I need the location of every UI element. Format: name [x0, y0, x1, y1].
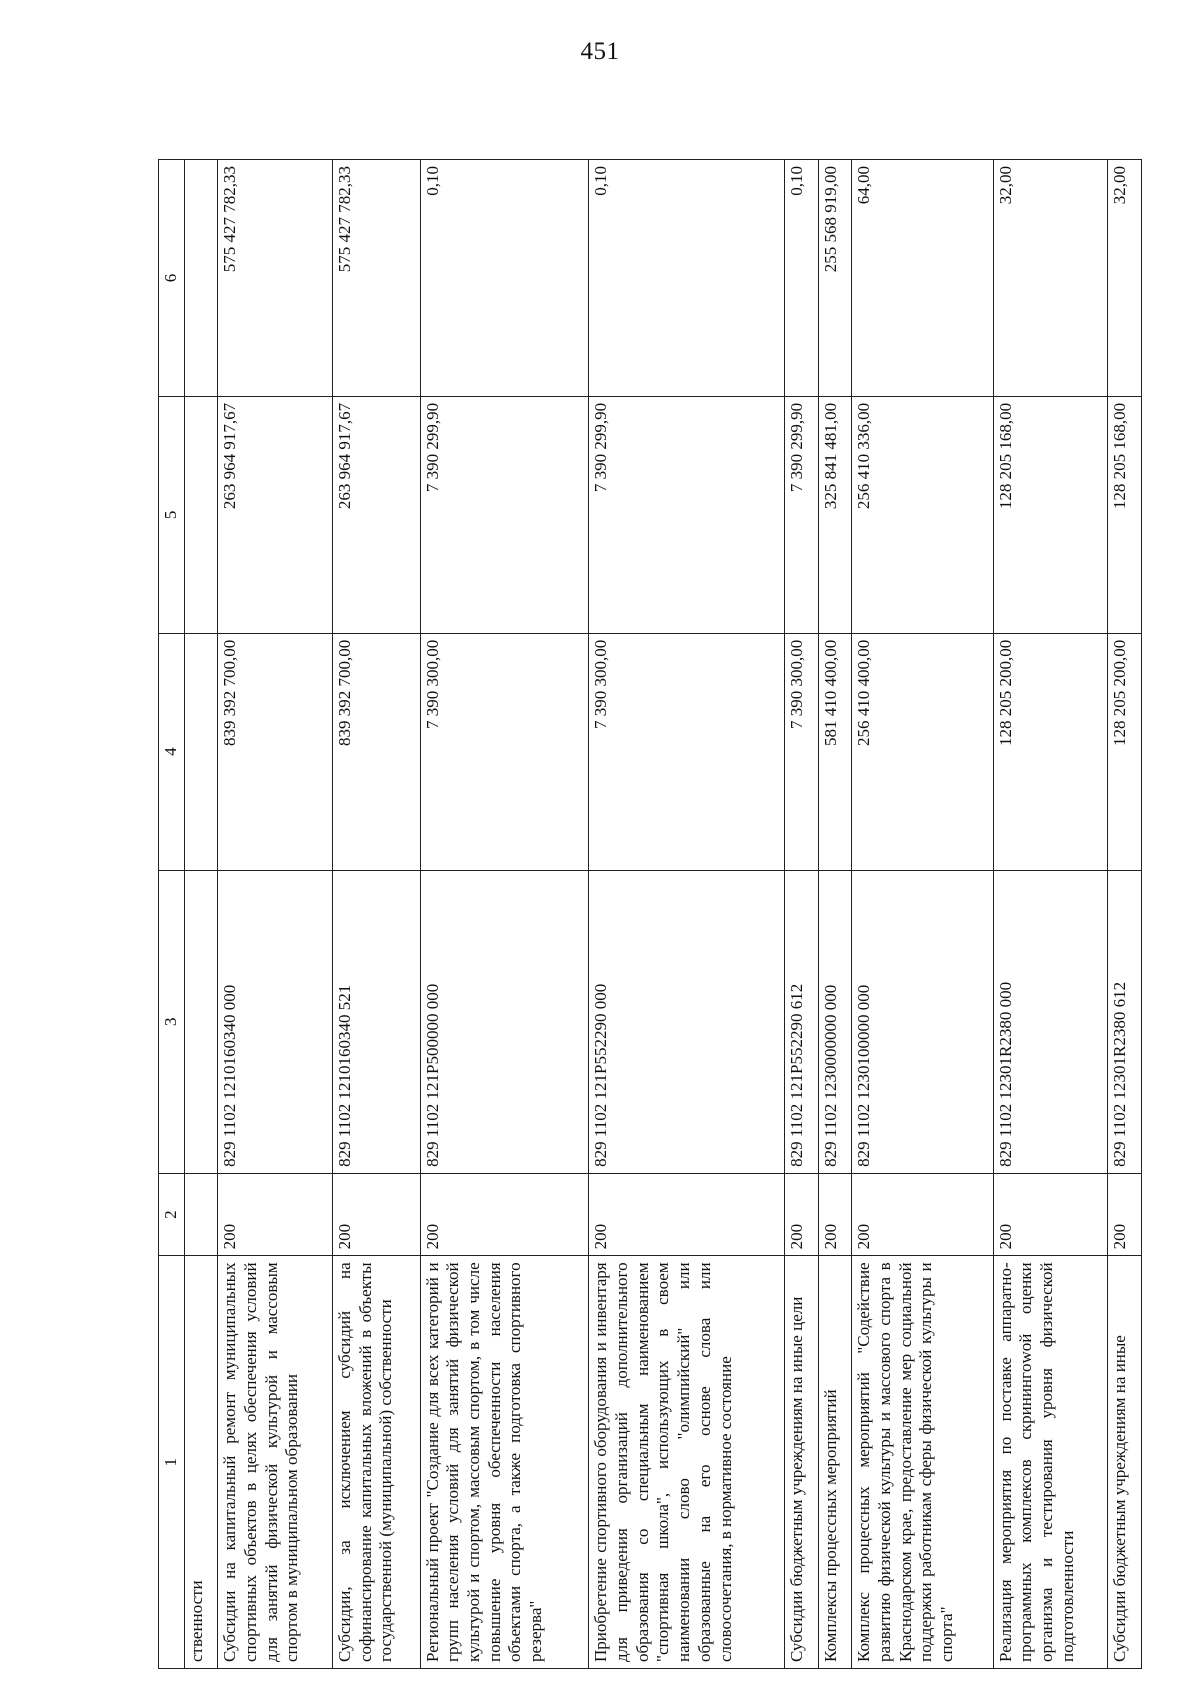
- table-body: [184, 160, 1141, 1669]
- cell-name: Региональный проект "Создание для всех категорий и групп населения условий для занятий физической культурой и спортом, массовым спортом, в том числе повышение уровня обеспеченности населения объектами спорта, а также подготовка спортивного резерва": [420, 1256, 589, 1669]
- cell-col-5: 7 390 299,90: [784, 396, 818, 633]
- cell-kbk: 829 1102 121P552290 612: [784, 870, 818, 1173]
- cell-col-4: 256 410 400,00: [852, 633, 994, 870]
- cell-col-4: 7 390 300,00: [784, 633, 818, 870]
- cell-name: Реализация мероприятия по поставке аппаратно-программных комплексов скринингowой оценки организма и тестирования уровня физической подготовленности: [993, 1256, 1108, 1669]
- cell-col-5: 7 390 299,90: [420, 396, 589, 633]
- cell-col-5: 128 205 168,00: [993, 396, 1108, 633]
- cell-col-6: 0,10: [589, 160, 785, 397]
- cell-col-6: 32,00: [993, 160, 1108, 397]
- cell-name: ственности: [184, 1256, 218, 1669]
- cell-col-6: 64,00: [852, 160, 994, 397]
- cell-name: Субсидии бюджетным учреждениям на иные цели: [784, 1256, 818, 1669]
- cell-col-5: [184, 396, 218, 633]
- cell-col-6: 575 427 782,33: [218, 160, 333, 397]
- cell-col-4: 581 410 400,00: [818, 633, 852, 870]
- table-row: [852, 160, 994, 1669]
- table-row: [218, 160, 333, 1669]
- table-row: [1108, 160, 1142, 1669]
- header-col-1: 1: [159, 1256, 185, 1669]
- header-col-4: 4: [159, 633, 185, 870]
- cell-code: 200: [589, 1173, 785, 1256]
- cell-code: [184, 1173, 218, 1256]
- cell-col-6: 0,10: [784, 160, 818, 397]
- cell-kbk: 829 1102 1230100000 000: [852, 870, 994, 1173]
- cell-kbk: 829 1102 12301R2380 612: [1108, 870, 1142, 1173]
- cell-col-5: 263 964 917,67: [332, 396, 420, 633]
- cell-col-6: 0,10: [420, 160, 589, 397]
- table-row: [818, 160, 852, 1669]
- cell-col-5: 256 410 336,00: [852, 396, 994, 633]
- cell-col-4: 128 205 200,00: [1108, 633, 1142, 870]
- cell-code: 200: [420, 1173, 589, 1256]
- cell-kbk: [184, 870, 218, 1173]
- cell-name: Субсидии, за исключением субсидий на софинансирование капитальных вложений в объекты государственной (муниципальной) собственности: [332, 1256, 420, 1669]
- budget-table: [158, 159, 1142, 1669]
- cell-code: 200: [218, 1173, 333, 1256]
- cell-kbk: 829 1102 121P500000 000: [420, 870, 589, 1173]
- cell-code: 200: [332, 1173, 420, 1256]
- table-row: [589, 160, 785, 1669]
- cell-kbk: 829 1102 1230000000 000: [818, 870, 852, 1173]
- cell-col-4: 7 390 300,00: [420, 633, 589, 870]
- cell-col-4: [184, 633, 218, 870]
- cell-code: 200: [852, 1173, 994, 1256]
- cell-name: Комплекс процессных мероприятий "Содействие развитию физической культуры и массового спорта в Краснодарском крае, предоставление мер социальной поддержки работникам сферы физической культуры и спорта": [852, 1256, 994, 1669]
- cell-col-4: 839 392 700,00: [218, 633, 333, 870]
- cell-code: 200: [818, 1173, 852, 1256]
- header-col-3: 3: [159, 870, 185, 1173]
- cell-name: Приобретение спортивного оборудования и инвентаря для приведения организаций дополнительного образования со специальным наименованием "спортивная школа", использующих в своем наименовании слово "олимпийский" или образованные на его основе слова или словосочетания, в нормативное состояние: [589, 1256, 785, 1669]
- table-row: [420, 160, 589, 1669]
- cell-col-6: 575 427 782,33: [332, 160, 420, 397]
- cell-col-4: 128 205 200,00: [993, 633, 1108, 870]
- cell-kbk: 829 1102 12301R2380 000: [993, 870, 1108, 1173]
- budget-table-rotated: [158, 159, 1142, 1669]
- header-row: [159, 160, 185, 1669]
- cell-col-5: 263 964 917,67: [218, 396, 333, 633]
- cell-code: 200: [784, 1173, 818, 1256]
- header-col-2: 2: [159, 1173, 185, 1256]
- cell-name: Комплексы процессных мероприятий: [818, 1256, 852, 1669]
- page-number: 451: [580, 38, 620, 65]
- table-row: [332, 160, 420, 1669]
- cell-kbk: 829 1102 1210160340 000: [218, 870, 333, 1173]
- cell-col-6: 255 568 919,00: [818, 160, 852, 397]
- cell-col-5: 128 205 168,00: [1108, 396, 1142, 633]
- cell-col-5: 325 841 481,00: [818, 396, 852, 633]
- table-row: [184, 160, 218, 1669]
- header-col-6: 6: [159, 160, 185, 397]
- cell-col-6: 32,00: [1108, 160, 1142, 397]
- cell-name: Субсидии на капитальный ремонт муниципальных спортивных объектов в целях обеспечения условий для занятий физической культурой и массовым спортом в муниципальном образовании: [218, 1256, 333, 1669]
- cell-col-4: 839 392 700,00: [332, 633, 420, 870]
- cell-col-5: 7 390 299,90: [589, 396, 785, 633]
- header-col-5: 5: [159, 396, 185, 633]
- cell-name: Субсидии бюджетным учреждениям на иные: [1108, 1256, 1142, 1669]
- cell-col-4: 7 390 300,00: [589, 633, 785, 870]
- cell-code: 200: [1108, 1173, 1142, 1256]
- cell-kbk: 829 1102 1210160340 521: [332, 870, 420, 1173]
- table-row: [784, 160, 818, 1669]
- table-row: [993, 160, 1108, 1669]
- cell-kbk: 829 1102 121P552290 000: [589, 870, 785, 1173]
- cell-col-6: [184, 160, 218, 397]
- cell-code: 200: [993, 1173, 1108, 1256]
